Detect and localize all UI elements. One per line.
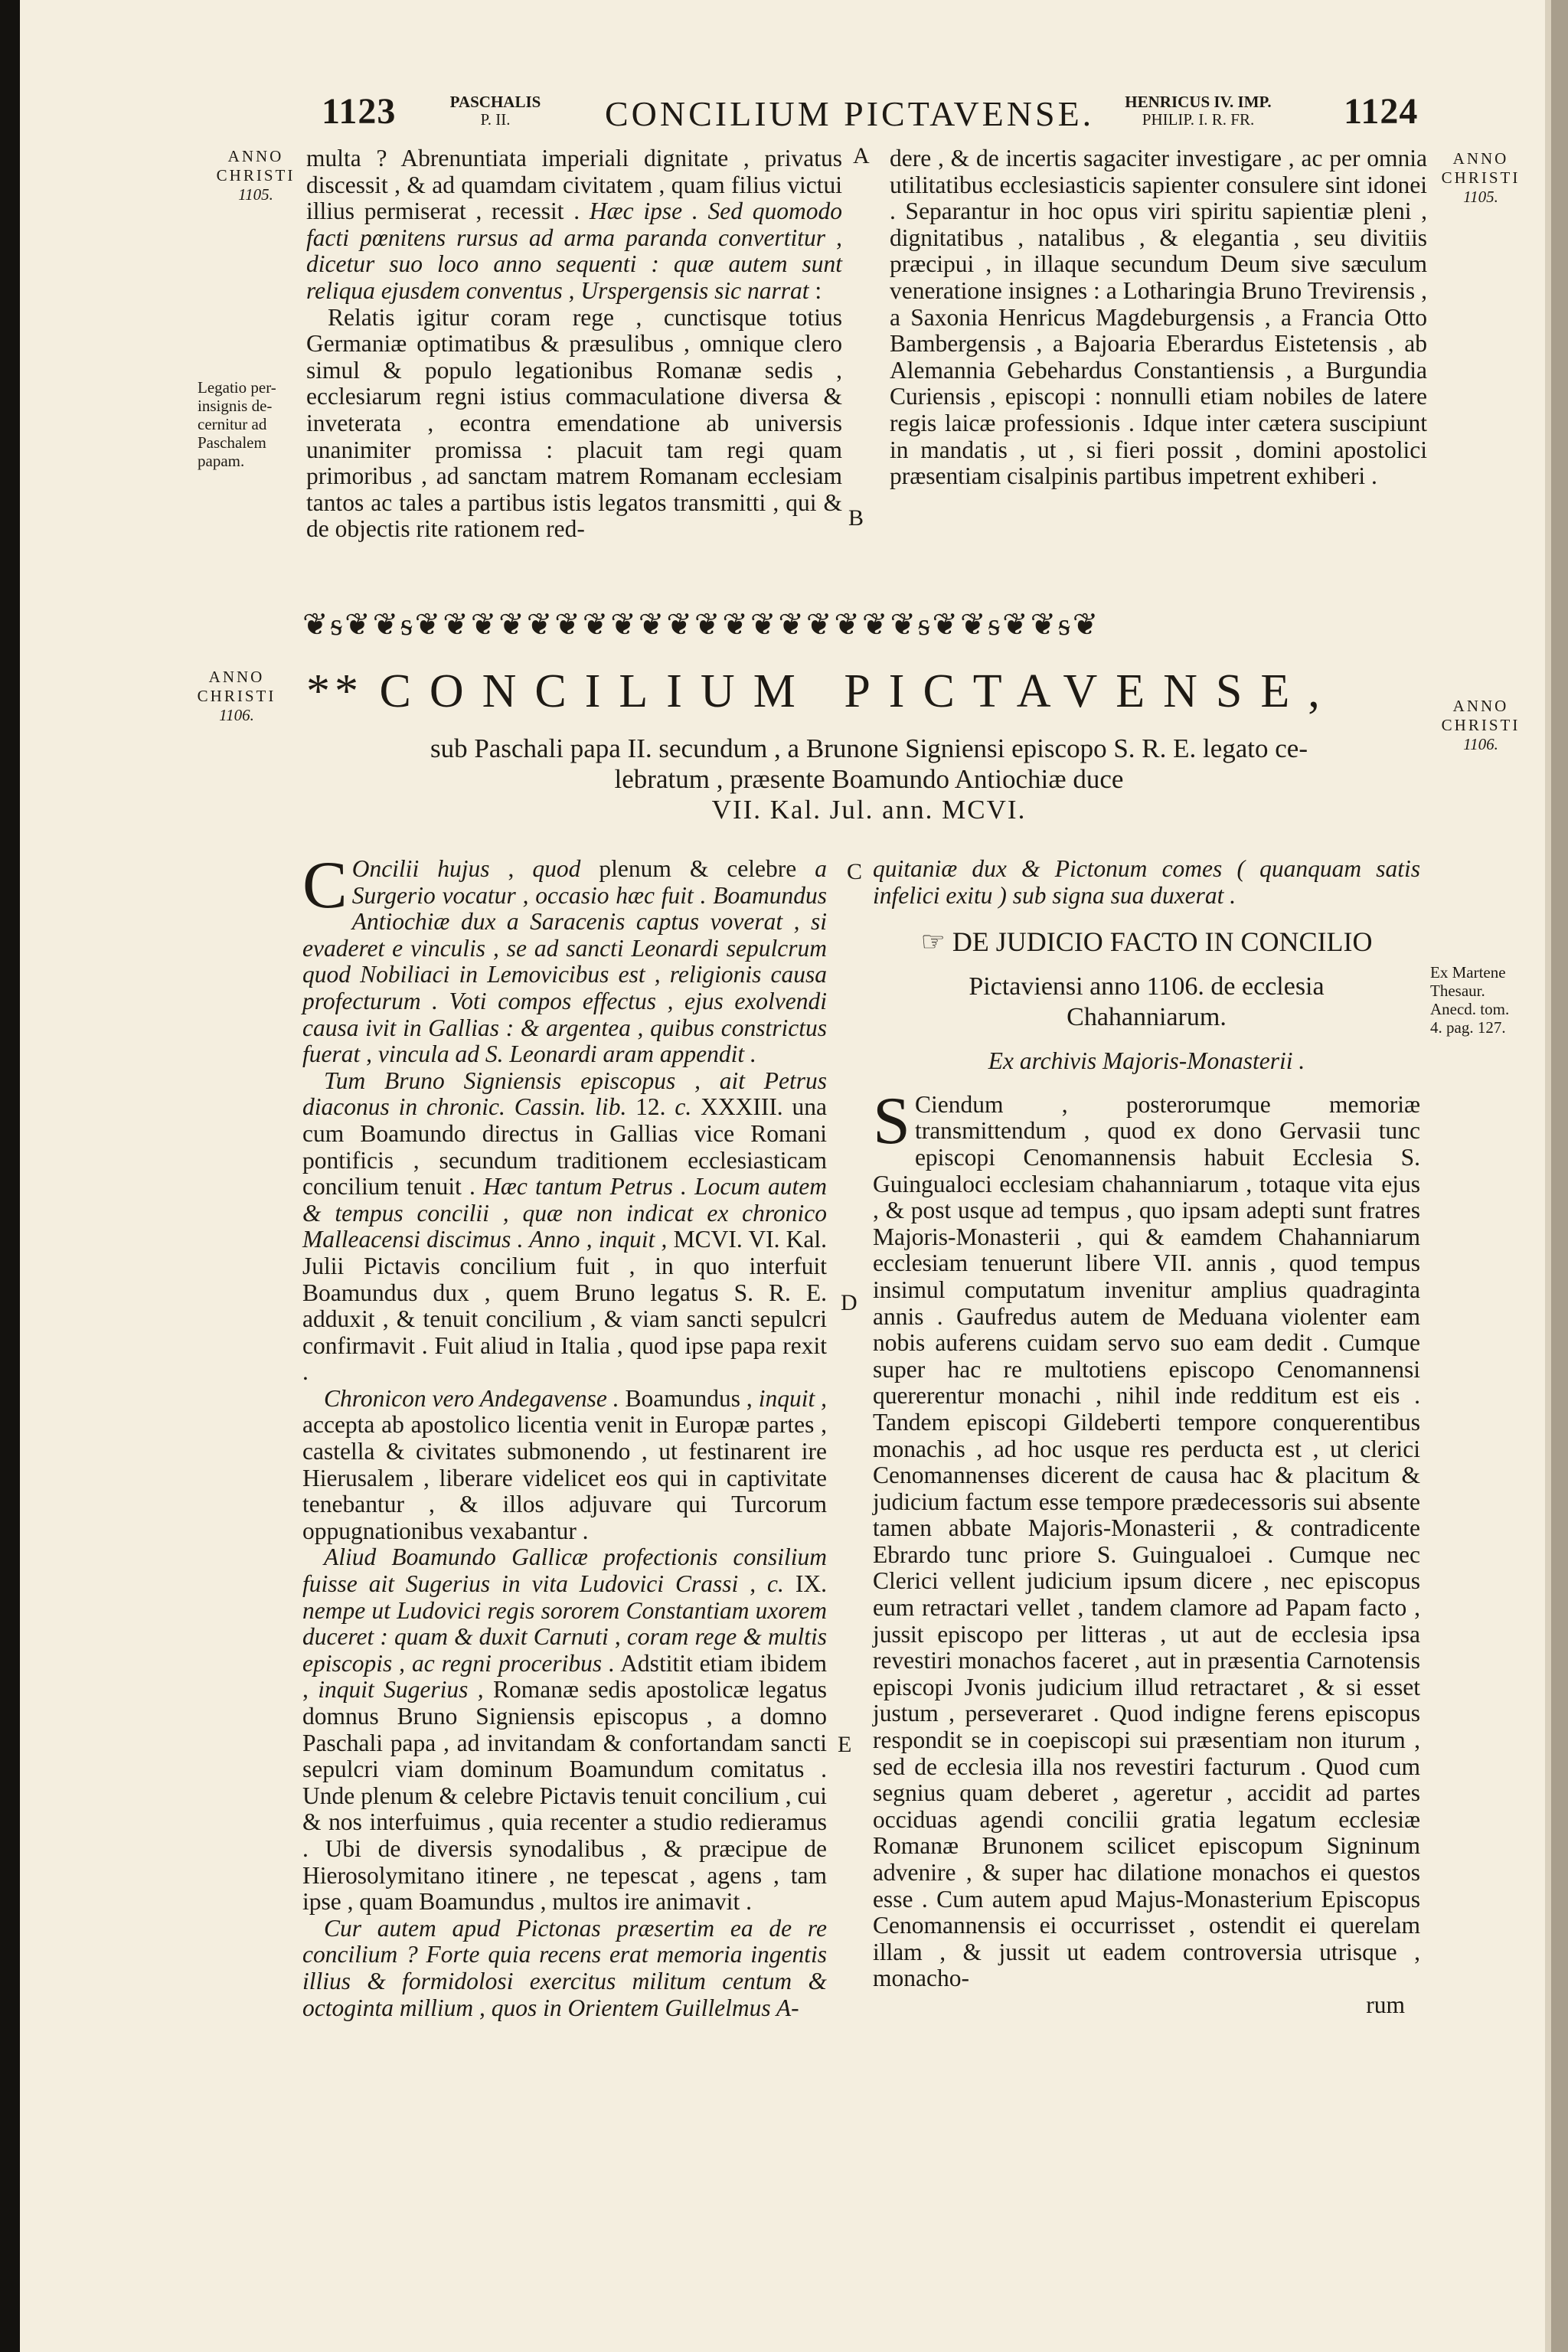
title-marks: ** xyxy=(306,665,380,717)
top-left-text: multa ? Abrenuntiata imperiali dignitate , privatus discessit , & ad quamdam civitatem , quam filius victui illius permiserat , recessit . Hæc ipse . Sed quomodo facti pœnitens rursus ad arma paranda convertitur , dicetur suo loco anno sequenti : quæ autem sunt reliqua ejusdem conventus , Urspergensis sic narrat : Relatis igitur coram rege , cunctisque totius Germaniæ optimatibus & præsulibus , omnique clero simul & populo legationibus Romanæ sedis , ecclesiarum regni istius commaculatione diversa & inveterata , econtra emendatione ab universis unanimiter promissa : placuit tam regi quam primoribus , ad sanctam matrem Romanam ecclesiam tantos ac tales a partibus istis legatos transmitti , qui & de objectis rite rationem red- xyxy=(306,145,842,543)
council-right-top-text: quitaniæ dux & Pictonum comes ( quanquam satis infelici exitu ) sub signa sua duxerat . xyxy=(873,855,1420,909)
ornamental-border: ❦ᵴ❦❦ᵴ❦❦❦❦❦❦❦❦❦❦❦❦❦❦❦❦❦❦ᵴ❦❦ᵴ❦❦ᵴ❦ xyxy=(302,607,1101,642)
top-left-column xyxy=(306,145,842,543)
side-note-line: insignis de- xyxy=(198,397,273,415)
pilcrow-icon: ☞ xyxy=(920,926,952,958)
council-title-line xyxy=(306,665,1432,719)
side-note-line: cernitur ad xyxy=(198,415,267,433)
anno-year: 1106. xyxy=(1463,735,1498,753)
header-pope xyxy=(446,93,545,129)
christi-label: CHRISTI xyxy=(1441,716,1521,734)
christi-label: CHRISTI xyxy=(197,687,276,705)
side-note-line: Ex Martene xyxy=(1430,963,1506,982)
section-letter-e: E xyxy=(838,1732,852,1757)
council-title: CONCILIUM PICTAVENSE, xyxy=(379,665,1338,717)
council-right-text: S Ciendum , posterorumque memoriæ transmittendum , quod ex dono Gervasii tunc episcopi Cenomannensis habuit Ecclesia S. Guingualoci ecclesiam chahanniarum , totaque vita ejus , & post usque ad tempus , quo ipsam adepti sunt fratres Majoris-Monasterii , qui & eamdem Chahanniarum ecclesiam tenuerunt libere VII. annis , quod tempus insimul computatum invenitur amplius quadraginta annis . Gaufredus autem de Meduana violenter eam nobis auferens cuidam servo suo eam dedit . Cumque super hac re multotiens episcopo Cenomannensi quererentur monachi , nihil inde redditum est eis . Tandem episcopi Gildeberti tempore conquerentibus monachis , ad hoc usque res perducta est , ut clerici Cenomannenses dicerent de causa hac & placitum & judicium factum esse tempore prædecessoris sui absente tamen abbate Majoris-Monasterii , & contradicente Ebrardo tunc priore S. Guingualoei . Cumque nec Clerici vellent judicium ipsum dicere , nec episcopus eum retractari vellet , tandem clamore ad Papam facto , jussit episcopo per litteras , ut aut de ecclesia ipsa revestiri monachos faceret , aut in præsentia Carnotensis episcopi Jvonis judicium illud retractaret , & si esset justum , perseveraret . Quod indigne ferens episcopus respondit se in coepiscopi sui præsentiam non iturum , sed de ecclesia illa nos revestiri facturum . Quod cum segnius quam deberet , ageretur , accidit ad partes occiduas agendi concilii gratia legatum ecclesiæ Romanæ Brunonem scilicet episcopum Signinum advenire , & super hac dilatione monachos ei questos esse . Cum autem apud Majus-Monasterium Episcopus Cenomannensis ei occurrisset , ostendit ei querelam illam , & jussit ut eadem controversia utrisque , monacho- xyxy=(873,1083,1420,1992)
anno-christi-left-1105 xyxy=(207,147,305,204)
council-subtitle xyxy=(306,733,1432,825)
subtitle-line-1: sub Paschali papa II. secundum , a Brunone Signiensi episcopo S. R. E. legato ce- xyxy=(430,733,1308,763)
section-letter-c: C xyxy=(847,859,863,884)
anno-label: ANNO xyxy=(227,147,284,165)
header-king: PHILIP. I. R. FR. xyxy=(1142,110,1255,129)
page-edge xyxy=(1551,0,1568,2352)
side-note-source xyxy=(1430,963,1545,1037)
running-title: CONCILIUM PICTAVENSE. xyxy=(605,94,1095,133)
side-note-line: 4. pag. 127. xyxy=(1430,1018,1506,1037)
side-note-line: Anecd. tom. xyxy=(1430,1000,1510,1018)
anno-christi-right-1105 xyxy=(1432,149,1530,207)
council-left-column xyxy=(302,848,828,2021)
anno-label: ANNO xyxy=(1452,697,1509,715)
anno-label: ANNO xyxy=(1452,149,1509,168)
judicio-subheading xyxy=(873,972,1420,1033)
council-right-column xyxy=(873,856,1420,2019)
council-left-text: C Oncilii hujus , quod plenum & celebre a Surgerio vocatur , occasio hæc fuit . Boamundus Antiochiæ dux a Saracenis captus voverat , si evaderet e vinculis , se ad sancti Leonardi sepulcrum quod Nobiliaci in Lemovicibus est , religionis causa profecturum . Voti compos effectus , ejus exolvendi causa ivit in Gallias : & argentea , quibus constrictus fuerat , vincula ad S. Leonardi aram appendit . Tum Bruno Signiensis episcopus , ait Petrus diaconus in chronic. Cassin. lib. 12. c. XXXIII. una cum Boamundo directus in Gallias vice Romani pontificis , secundum traditionem ecclesiasticam concilium tenuit . Hæc tantum Petrus . Locum autem & tempus concilii , quæ non indicat ex chronico Malleacensi discimus . Anno , inquit , MCVI. VI. Kal. Julii Pictavis concilium fuit , in quo interfuit Boamundus dux , quem Bruno legatus S. R. E. adduxit , & tenuit concilium , & viam sancti sepulcri confirmavit . Fuit aliud in Italia , quod ipse papa rexit . Chronicon vero Andegavense . Boamundus , inquit , accepta ab apostolico licentia venit in Europæ partes , castella & civitates submonendo , ut festinarent ire Hierusalem , liberare videlicet eos qui in captivitate tenebantur , & illos adjuvare qui Turcorum oppugnationibus vexabantur . Aliud Boamundo Gallicæ profectionis consilium fuisse ait Sugerius in vita Ludovici Crassi , c. IX. nempe ut Ludovici regis sororem Constantiam uxorem duceret : quam & duxit Carnuti , coram rege & multis episcopis , ac regni proceribus . Adstitit etiam ibidem , inquit Sugerius , Romanæ sedis apostolicæ legatus domnus Bruno Signiensis episcopus , a domno Paschali papa , ad invitandam & confortandam sancti sepulcri viam dominum Boamundum comitatus . Unde plenum & celebre Pictavis tenuit concilium , cui & nos interfuimus , quia recenter a studio redieramus . Ubi de diversis synodalibus , & præcipue de Hierosolymitano itinere , ne tepescat , agens , tam ipse , quam Boamundus , multos ire animavit . Cur autem apud Pictonas præsertim ea de re concilium ? Forte quia recens erat memoria ingentis illius & formidolosi exercitus militum centum & octoginta millium , quos in Orientem Guillelmus A- xyxy=(302,848,828,2021)
anno-year: 1106. xyxy=(219,706,254,724)
anno-christi-left-1106 xyxy=(188,668,286,725)
subtitle-date: VII. Kal. Jul. ann. MCVI. xyxy=(711,795,1027,825)
header-pope-name: PASCHALIS xyxy=(449,93,541,111)
archive-source: Ex archivis Majoris-Monasterii . xyxy=(988,1047,1305,1075)
judicio-heading-text: DE JUDICIO FACTO IN CONCILIO xyxy=(952,926,1373,958)
header-emperor: HENRICUS IV. IMP. xyxy=(1125,93,1272,111)
side-note-legatio xyxy=(198,378,305,470)
section-letter-b: B xyxy=(848,505,864,531)
judicio-sub-line-1: Pictaviensi anno 1106. de ecclesia xyxy=(969,972,1325,1001)
page-number-right: 1124 xyxy=(1344,91,1419,132)
side-note-line: Paschalem xyxy=(198,433,266,452)
side-note-line: papam. xyxy=(198,452,245,470)
page-edge-light xyxy=(1545,0,1551,2352)
anno-year: 1105. xyxy=(238,185,273,204)
catchword: rum xyxy=(1366,1991,1405,2018)
scan-binding-shadow xyxy=(0,0,20,2352)
anno-label: ANNO xyxy=(208,668,265,686)
anno-year: 1105. xyxy=(1463,188,1498,206)
christi-label: CHRISTI xyxy=(216,166,296,185)
header-pope-number: P. II. xyxy=(480,110,511,129)
judicio-sub-line-2: Chahanniarum. xyxy=(1067,1003,1227,1032)
judicio-heading xyxy=(873,926,1420,958)
side-note-line: Legatio per- xyxy=(198,378,276,397)
top-right-column xyxy=(890,145,1427,490)
top-right-text: dere , & de incertis sagaciter investigare , ac per omnia utilitatibus ecclesiasticis sapienter consulere sint idonei . Separantur in hoc opus viri spiritu sapientiæ pleni , dignitatibus , natalibus , & elegantia , seu divitiis præcipui , in illaque secundum Deum sive sæculum veneratione insignes : a Lotharingia Bruno Trevirensis , a Saxonia Henricus Magdeburgensis , a Francia Otto Bambergensis , a Bajoaria Eberardus Eistetensis , ab Alemannia Gebehardus Constantiensis , a Burgundia Curiensis , episcopi : nonnulli etiam nobiles de latere regis laicæ professionis . Idque inter cætera suscipiunt in mandatis , ut , si fieri possit , domini apostolici præsentiam cisalpinis partibus impetrent exhiberi . xyxy=(890,145,1427,490)
side-note-line: Thesaur. xyxy=(1430,982,1485,1000)
anno-christi-right-1106 xyxy=(1432,697,1530,754)
subtitle-line-2: lebratum , præsente Boamundo Antiochiæ duce xyxy=(614,764,1124,794)
page-number-left: 1123 xyxy=(322,91,397,132)
christi-label: CHRISTI xyxy=(1441,168,1521,187)
section-letter-d: D xyxy=(841,1290,858,1315)
section-letter-a: A xyxy=(853,143,870,168)
header-kings xyxy=(1106,93,1290,129)
